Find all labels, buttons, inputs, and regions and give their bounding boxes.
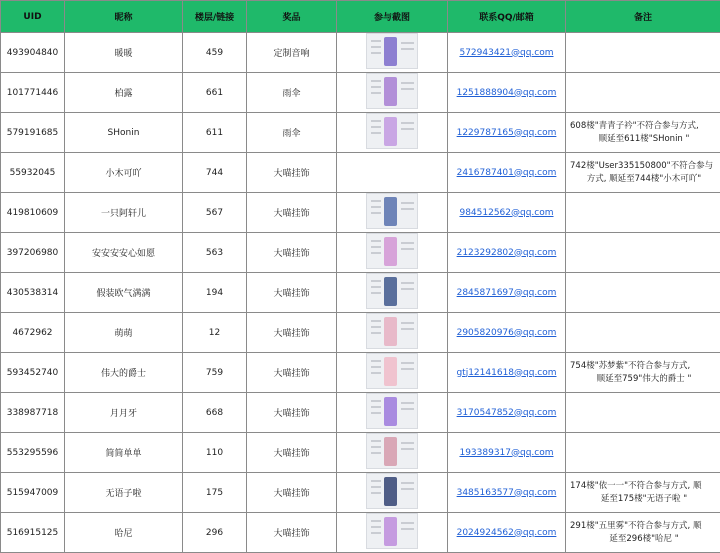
cell-screenshot [337,273,448,313]
cell-prize: 雨伞 [247,73,337,113]
cell-prize: 大喵挂饰 [247,273,337,313]
cell-floor: 110 [183,433,247,473]
table-row [1,73,720,113]
cell-uid: 101771446 [1,73,65,113]
cell-screenshot [337,313,448,353]
participation-screenshot-thumbnail[interactable] [366,513,418,549]
participation-screenshot-thumbnail[interactable] [366,233,418,269]
cell-prize: 大喵挂饰 [247,393,337,433]
cell-uid: 579191685 [1,113,65,153]
cell-uid: 430538314 [1,273,65,313]
cell-nickname: SHonin [65,113,183,153]
cell-nickname: 暖暖 [65,33,183,73]
cell-note [566,193,720,233]
cell-floor: 567 [183,193,247,233]
participation-screenshot-thumbnail[interactable] [366,273,418,309]
header-floor: 楼层/链接 [183,1,247,33]
cell-prize: 大喵挂饰 [247,353,337,393]
cell-nickname: 简简单单 [65,433,183,473]
table-row [1,113,720,153]
cell-contact [448,233,566,273]
table-row [1,273,720,313]
cell-screenshot [337,473,448,513]
note-line-1: 291楼"五里雾"不符合参与方式, 顺 [570,521,701,531]
cell-contact [448,73,566,113]
participation-screenshot-thumbnail[interactable] [366,73,418,109]
cell-screenshot [337,393,448,433]
cell-nickname: 一只阿轩儿 [65,193,183,233]
cell-nickname: 安安安安心如愿 [65,233,183,273]
participation-screenshot-thumbnail[interactable] [366,353,418,389]
participation-screenshot-thumbnail[interactable] [366,393,418,429]
cell-nickname: 伟大的爵士 [65,353,183,393]
cell-note [566,113,720,153]
cell-note [566,513,720,553]
cell-prize: 雨伞 [247,113,337,153]
table-row [1,193,720,233]
cell-floor: 563 [183,233,247,273]
cell-prize: 大喵挂饰 [247,513,337,553]
cell-note [566,33,720,73]
contact-email-link[interactable]: 2416787401@qq.com [457,168,557,178]
cell-screenshot [337,33,448,73]
cell-contact [448,113,566,153]
participation-screenshot-thumbnail[interactable] [366,433,418,469]
header-note: 备注 [566,1,720,33]
contact-email-link[interactable]: 2024924562@qq.com [457,528,557,538]
cell-nickname: 无语子啦 [65,473,183,513]
cell-uid: 338987718 [1,393,65,433]
contact-email-link[interactable]: gtj12141618@qq.com [456,368,556,378]
cell-note [566,153,720,193]
cell-uid: 493904840 [1,33,65,73]
header-prize: 奖品 [247,1,337,33]
participation-screenshot-thumbnail[interactable] [366,193,418,229]
cell-screenshot [337,113,448,153]
contact-email-link[interactable]: 3170547852@qq.com [457,408,557,418]
cell-screenshot [337,193,448,233]
cell-uid: 4672962 [1,313,65,353]
cell-screenshot [337,353,448,393]
cell-note [566,273,720,313]
cell-floor: 661 [183,73,247,113]
cell-floor: 759 [183,353,247,393]
note-line-1: 742楼"User335150800"不符合参与 [570,161,713,171]
cell-nickname: 哈尼 [65,513,183,553]
note-line-1: 754楼"苏梦紫"不符合参与方式, [570,361,690,371]
cell-note [566,393,720,433]
cell-contact [448,513,566,553]
table-row [1,153,720,193]
note-line-2: 顺延至611楼"SHonin " [570,133,718,146]
cell-floor: 459 [183,33,247,73]
cell-contact [448,353,566,393]
cell-floor: 175 [183,473,247,513]
cell-screenshot [337,153,448,193]
table-row [1,473,720,513]
table-row [1,393,720,433]
contact-email-link[interactable]: 1229787165@qq.com [457,128,557,138]
cell-prize: 大喵挂饰 [247,313,337,353]
note-line-2: 延至175楼"无语子啦 " [570,493,718,506]
cell-nickname: 柏露 [65,73,183,113]
note-line-2: 方式, 顺延至744楼"小木可吖" [570,173,718,186]
cell-uid: 515947009 [1,473,65,513]
cell-contact [448,33,566,73]
participation-screenshot-thumbnail[interactable] [366,33,418,69]
cell-prize: 大喵挂饰 [247,193,337,233]
cell-floor: 194 [183,273,247,313]
cell-prize: 大喵挂饰 [247,433,337,473]
note-line-2: 延至296楼"哈尼 " [570,533,718,546]
cell-prize: 定制音响 [247,33,337,73]
cell-screenshot [337,513,448,553]
cell-prize: 大喵挂饰 [247,473,337,513]
cell-prize: 大喵挂饰 [247,233,337,273]
participation-screenshot-thumbnail[interactable] [366,113,418,149]
cell-uid: 397206980 [1,233,65,273]
cell-note [566,473,720,513]
header-nickname: 昵称 [65,1,183,33]
cell-floor: 296 [183,513,247,553]
cell-contact [448,313,566,353]
header-uid: UID [1,1,65,33]
participation-screenshot-thumbnail[interactable] [366,313,418,349]
table-row [1,33,720,73]
cell-screenshot [337,73,448,113]
table-row [1,433,720,473]
note-line-1: 174楼"依一一"不符合参与方式, 顺 [570,481,701,491]
table-row [1,233,720,273]
table-row [1,353,720,393]
cell-prize: 大喵挂饰 [247,153,337,193]
contact-email-link[interactable]: 984512562@qq.com [459,208,553,218]
cell-nickname: 萌萌 [65,313,183,353]
participation-screenshot-thumbnail[interactable] [366,473,418,509]
note-line-2: 顺延至759"伟大的爵士 " [570,373,718,386]
contact-email-link[interactable]: 572943421@qq.com [459,48,553,58]
cell-note [566,73,720,113]
cell-nickname: 假装欧气满满 [65,273,183,313]
cell-nickname: 小木可吖 [65,153,183,193]
note-line-1: 608楼"青青子衿"不符合参与方式, [570,121,699,131]
cell-uid: 516915125 [1,513,65,553]
cell-floor: 668 [183,393,247,433]
cell-contact [448,433,566,473]
cell-floor: 611 [183,113,247,153]
cell-note [566,433,720,473]
cell-nickname: 月月牙 [65,393,183,433]
contact-email-link[interactable]: 2905820976@qq.com [457,328,557,338]
cell-uid: 553295596 [1,433,65,473]
cell-uid: 419810609 [1,193,65,233]
contact-email-link[interactable]: 3485163577@qq.com [457,488,557,498]
cell-uid: 55932045 [1,153,65,193]
cell-screenshot [337,233,448,273]
cell-contact [448,393,566,433]
contact-email-link[interactable]: 193389317@qq.com [459,448,553,458]
cell-contact [448,153,566,193]
contact-email-link[interactable]: 2845871697@qq.com [457,288,557,298]
header-screenshot: 参与截图 [337,1,448,33]
contact-email-link[interactable]: 2123292802@qq.com [457,248,557,258]
table-row [1,313,720,353]
cell-contact [448,273,566,313]
header-contact: 联系QQ/邮箱 [448,1,566,33]
cell-screenshot [337,433,448,473]
table-row [1,513,720,553]
cell-floor: 744 [183,153,247,193]
contact-email-link[interactable]: 1251888904@qq.com [457,88,557,98]
cell-note [566,233,720,273]
cell-note [566,353,720,393]
cell-note [566,313,720,353]
cell-contact [448,473,566,513]
cell-floor: 12 [183,313,247,353]
cell-contact [448,193,566,233]
cell-uid: 593452740 [1,353,65,393]
table-header-row [1,1,720,33]
